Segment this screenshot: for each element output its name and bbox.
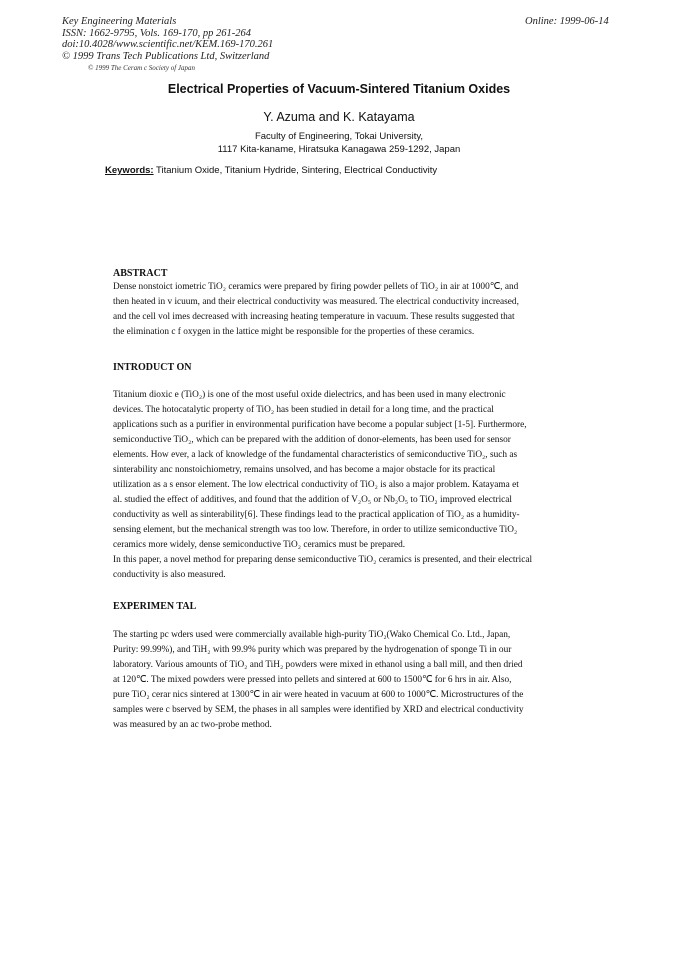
experimental-body xyxy=(113,628,551,733)
issn-line: ISSN: 1662-9795, Vols. 169-170, pp 261-264 xyxy=(62,27,251,39)
intro-line: conductivity is also measured. xyxy=(113,570,226,580)
abstract-line: the elimination c f oxygen in the lattice might be responsible for the properties of these ceramics. xyxy=(113,327,475,337)
abstract-line: then heated in v icuum, and their electrical conductivity was measured. The electrical conductivity increased, xyxy=(113,297,519,307)
keywords xyxy=(105,165,437,176)
experimental-line: pure TiO₂ cerar nics sintered at 1300℃ in air were heated in vacuum at 600 to 1000℃. Microstructures of the xyxy=(113,690,524,700)
affiliation xyxy=(0,130,678,156)
experimental-heading: EXPERIMEN TAL xyxy=(113,601,197,612)
introduction-heading: INTRODUCT ON xyxy=(113,362,192,373)
intro-line: devices. The hotocatalytic property of TiO₂ has been studied in detail for a long time, and the practical xyxy=(113,405,494,415)
intro-line: al. studied the effect of additives, and found that the addition of V₂O₅ or Nb₂O₅ to TiO₂ improved electrical xyxy=(113,495,513,505)
intro-line: ceramics more widely, dense semiconductive TiO₂ ceramics must be prepared. xyxy=(113,540,406,550)
abstract-line: Dense nonstoict iometric TiO₂ ceramics were prepared by firing powder pellets of TiO₂ in air at 1000℃, and xyxy=(113,282,519,292)
intro-line: sinterability anc nonstoichiometry, remains unsolved, and has become a major obstacle for its practical xyxy=(113,465,496,475)
intro-line: In this paper, a novel method for preparing dense semiconductive TiO₂ ceramics is presented, and their electrical xyxy=(113,555,533,565)
intro-line: sensing element, but the mechanical strength was too low. Therefore, in order to utilize semiconductive TiO₂ xyxy=(113,525,518,535)
experimental-line: The starting pc wders used were commercially available high-purity TiO₂(Wako Chemical Co. Ltd., Japan, xyxy=(113,630,511,640)
experimental-line: at 120℃. The mixed powders were pressed into pellets and sintered at 600 to 1500℃ for 6 hrs in air. Also, xyxy=(113,675,512,685)
paper-authors: Y. Azuma and K. Katayama xyxy=(263,110,415,124)
keywords-text: Titanium Oxide, Titanium Hydride, Sintering, Electrical Conductivity xyxy=(153,165,438,176)
abstract-line: and the cell vol imes decreased with increasing heating temperature in vacuum. These results suggested that xyxy=(113,312,515,322)
abstract-heading: ABSTRACT xyxy=(113,268,168,279)
doi-line: doi:10.4028/www.scientific.net/KEM.169-170.261 xyxy=(62,39,274,50)
experimental-line: Purity: 99.99%), and TiH₂ with 99.9% purity which was prepared by the hydrogenation of sponge Ti in our xyxy=(113,645,512,655)
society-copyright: © 1999 The Ceram c Society of Japan xyxy=(88,64,195,72)
intro-line: utilization as a s ensor element. The low electrical conductivity of TiO₂ is also a major problem. Katayama et xyxy=(113,480,519,490)
paper-title: Electrical Properties of Vacuum-Sintered Titanium Oxides xyxy=(167,82,511,96)
online-date: Online: 1999-06-14 xyxy=(525,16,609,27)
journal-header xyxy=(62,16,273,62)
intro-line: conductivity as well as sinterability[6]. These findings lead to the practical application of TiO₂ as a humidity- xyxy=(113,510,520,520)
intro-line: elements. How ever, a lack of knowledge of the fundamental characteristics of semiconductive TiO₂, such as xyxy=(113,450,518,460)
experimental-line: was measured by an ac two-probe method. xyxy=(113,720,272,730)
introduction-body xyxy=(113,388,551,583)
journal-name: Key Engineering Materials xyxy=(62,16,177,27)
publisher-line: © 1999 Trans Tech Publications Ltd, Switzerland xyxy=(62,50,270,62)
affiliation-line: 1117 Kita-kaname, Hiratsuka Kanagawa 259-1292, Japan xyxy=(217,144,461,155)
affiliation-line: Faculty of Engineering, Tokai University, xyxy=(254,131,424,142)
intro-line: semiconductive TiO₂, which can be prepared with the addition of donor-elements, has been used for sensor xyxy=(113,435,511,445)
experimental-line: samples were c bserved by SEM, the phases in all samples were identified by XRD and electrical conductivity xyxy=(113,705,524,715)
keywords-label: Keywords: xyxy=(105,165,154,176)
intro-line: Titanium dioxic e (TiO₂) is one of the most useful oxide dielectrics, and has been used in many electronic xyxy=(113,390,506,400)
abstract-body xyxy=(113,280,551,340)
experimental-line: laboratory. Various amounts of TiO₂ and TiH₂ powders were mixed in ethanol using a ball mill, and then dried xyxy=(113,660,523,670)
intro-line: applications such as a purifier in environmental purification have become a popular subject [1-5]. Furthermore, xyxy=(113,420,527,430)
